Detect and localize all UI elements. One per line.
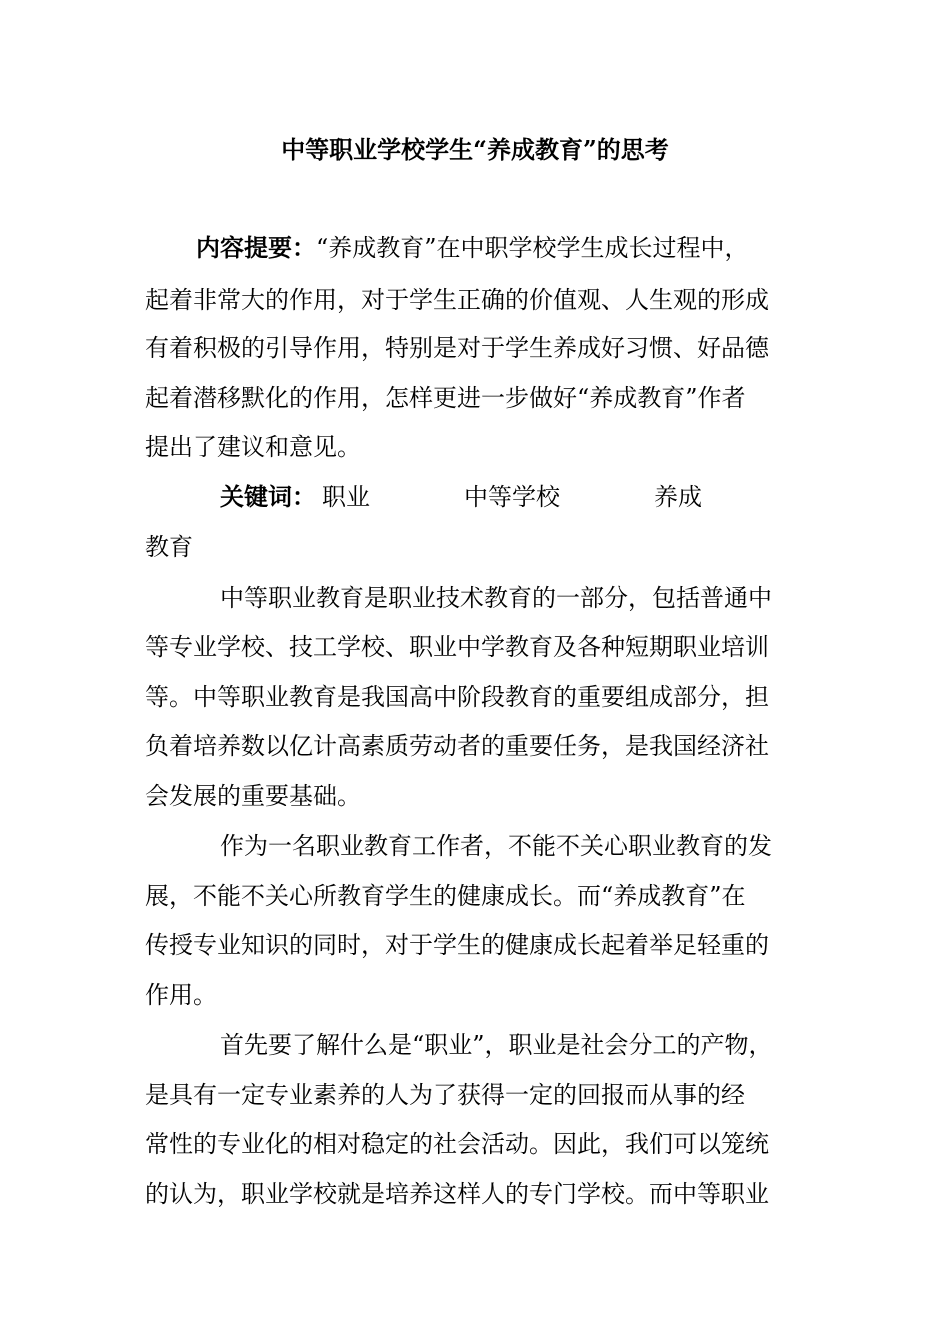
- paragraph-line: 等专业学校、技工学校、职业中学教育及各种短期职业培训: [145, 633, 769, 661]
- abstract-label: 内容提要：: [196, 233, 316, 262]
- abstract-line: “养成教育”在中职学校学生成长过程中，: [316, 234, 749, 262]
- keyword-continuation: 教育: [145, 533, 193, 561]
- keywords-label: 关键词：: [220, 482, 316, 511]
- paragraph-line: 常性的专业化的相对稳定的社会活动。因此，我们可以笼统: [145, 1130, 769, 1158]
- abstract-first-line: [196, 228, 749, 268]
- paragraph-line: 中等职业教育是职业技术教育的一部分，包括普通中: [220, 584, 772, 612]
- paragraph-line: 是具有一定专业素养的人为了获得一定的回报而从事的经: [145, 1081, 745, 1109]
- keyword-item: 中等学校: [464, 483, 560, 511]
- paragraph-line: 作用。: [145, 981, 217, 1009]
- paragraph-line: 首先要了解什么是“职业”，职业是社会分工的产物，: [220, 1031, 773, 1059]
- paragraph-line: 作为一名职业教育工作者，不能不关心职业教育的发: [220, 832, 772, 860]
- paragraph-line: 传授专业知识的同时，对于学生的健康成长起着举足轻重的: [145, 931, 769, 959]
- abstract-line: 提出了建议和意见。: [145, 433, 361, 461]
- keyword-item: 养成: [654, 483, 702, 511]
- abstract-line: 起着潜移默化的作用，怎样更进一步做好“养成教育”作者: [145, 384, 746, 412]
- paragraph-line: 展，不能不关心所教育学生的健康成长。而“养成教育”在: [145, 882, 746, 910]
- document-title: 中等职业学校学生“养成教育”的思考: [281, 135, 669, 164]
- paragraph-line: 负着培养数以亿计高素质劳动者的重要任务，是我国经济社: [145, 732, 769, 760]
- abstract-line: 有着积极的引导作用，特别是对于学生养成好习惯、好品德: [145, 334, 769, 362]
- keywords-line: [220, 477, 740, 517]
- paragraph-line: 会发展的重要基础。: [145, 782, 361, 810]
- paragraph-line: 等。中等职业教育是我国高中阶段教育的重要组成部分，担: [145, 683, 769, 711]
- keyword-item: 职业: [322, 483, 370, 511]
- paragraph-line: 的认为，职业学校就是培养这样人的专门学校。而中等职业: [145, 1180, 769, 1208]
- abstract-line: 起着非常大的作用，对于学生正确的价值观、人生观的形成: [145, 286, 769, 314]
